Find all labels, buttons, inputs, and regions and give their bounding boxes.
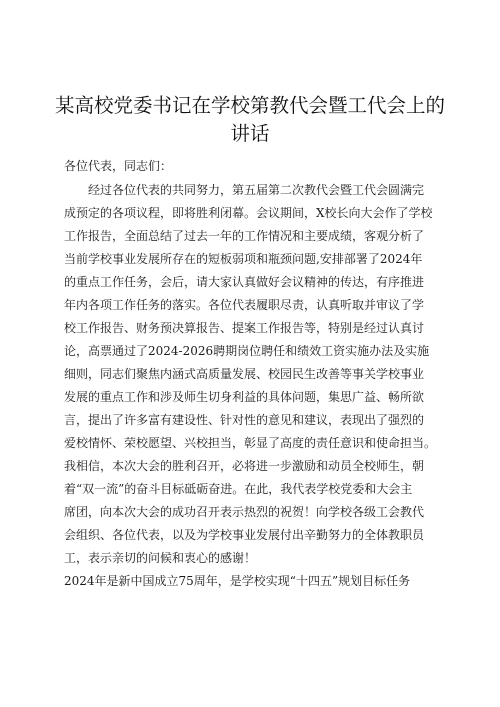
paragraph-line: 的重点工作任务，会后，请大家认真做好会议精神的传达，有序推进 [64, 275, 425, 289]
paragraph-line: 发展的重点工作和涉及师生切身利益的具体问题，集思广益、畅所欲 [64, 390, 425, 404]
paragraph-line: 我相信，本次大会的胜利召开，必将进一步激励和动员全校师生，朝 [64, 459, 425, 473]
paragraph-line: 成预定的各项议程，即将胜利闭幕。会议期间，X校长向大会作了学校 [64, 206, 433, 220]
paragraph-line: 经过各位代表的共同努力，第五届第二次教代会暨工代会圆满完 [88, 183, 425, 197]
paragraph-line: 2024年是新中国成立75周年，是学校实现“十四五”规划目标任务 [64, 574, 411, 588]
paragraph-line: 工作报告，全面总结了过去一年的工作情况和主要成绩，客观分析了 [64, 229, 425, 243]
salutation: 各位代表，同志们： [64, 159, 173, 173]
paragraph-line: 言，提出了许多富有建设性、针对性的意见和建议，表现出了强烈的 [64, 413, 425, 427]
paragraph-line: 年内各项工作任务的落实。各位代表履职尽责，认真听取并审议了学 [64, 298, 425, 312]
document-title-line-2: 讲话 [230, 122, 270, 145]
paragraph-line: 着“双一流”的奋斗目标砥砺奋进。在此，我代表学校党委和大会主 [64, 482, 413, 496]
paragraph-line: 校工作报告、财务预决算报告、提案工作报告等，特别是经过认真讨 [64, 321, 425, 335]
document-title-line-1: 某高校党委书记在学校第教代会暨工代会上的 [54, 94, 445, 117]
paragraph-line: 爱校情怀、荣校愿望、兴校担当，彰显了高度的责任意识和使命担当。 [64, 436, 437, 450]
paragraph-line: 席团，向本次大会的成功召开表示热烈的祝贺！向学校各级工会教代 [64, 505, 425, 519]
paragraph-line: 论，高票通过了2024-2026聘期岗位聘任和绩效工资实施办法及实施 [64, 344, 430, 358]
paragraph-line: 工，表示亲切的问候和衷心的感谢！ [64, 551, 257, 565]
paragraph-line: 会组织、各位代表，以及为学校事业发展付出辛勤努力的全体教职员 [64, 528, 425, 542]
paragraph-line: 当前学校事业发展所存在的短板弱项和瓶颈问题,安排部署了2024年 [64, 252, 423, 266]
paragraph-line: 细则，同志们聚焦内涵式高质量发展、校园民生改善等事关学校事业 [64, 367, 425, 381]
